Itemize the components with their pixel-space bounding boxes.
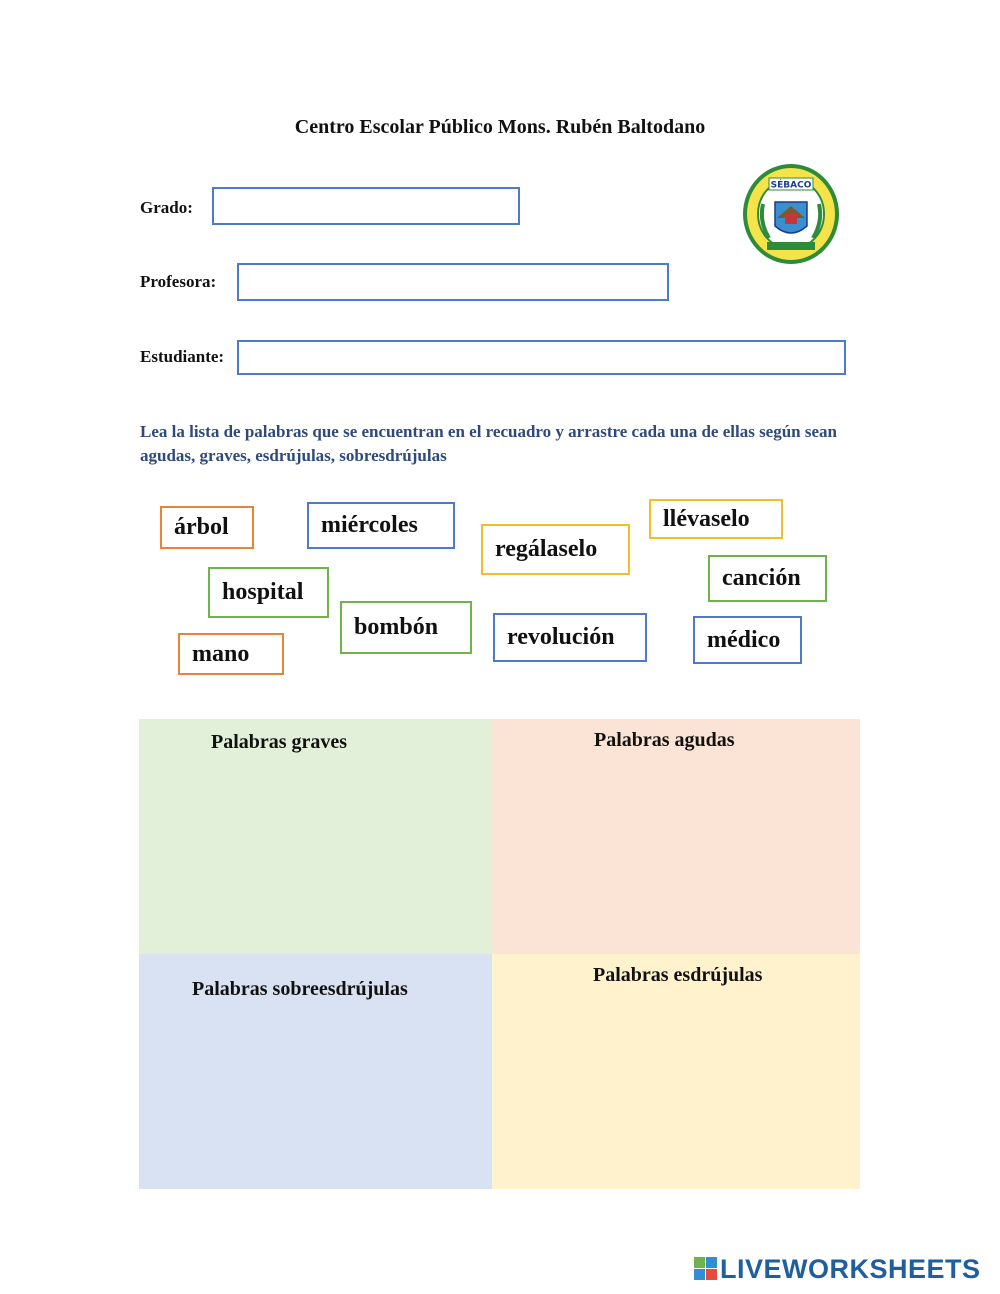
dropzone-graves[interactable] xyxy=(139,719,492,954)
zone-title-esdrujulas: Palabras esdrújulas xyxy=(593,964,763,986)
word-cancion[interactable]: canción xyxy=(708,555,827,602)
brand-name: LIVEWORKSHEETS xyxy=(720,1253,981,1284)
word-hospital[interactable]: hospital xyxy=(208,567,329,618)
zone-title-graves: Palabras graves xyxy=(211,731,348,753)
dropzone-esdrujulas[interactable] xyxy=(492,954,860,1189)
dropzone-agudas[interactable] xyxy=(492,719,860,954)
seal-center-text: SÉBACO xyxy=(770,180,812,191)
zone-title-sobreesdrujulas: Palabras sobreesdrújulas xyxy=(192,978,408,1000)
grado-field[interactable] xyxy=(212,187,520,225)
estudiante-field[interactable] xyxy=(237,340,846,375)
word-regalaselo[interactable]: regálaselo xyxy=(481,524,630,575)
dropzone-sobreesdrujulas[interactable] xyxy=(139,954,492,1189)
school-seal-logo xyxy=(741,162,841,266)
liveworksheets-icon xyxy=(694,1257,718,1281)
zone-title-agudas: Palabras agudas xyxy=(594,729,735,751)
profesora-label: Profesora: xyxy=(140,272,217,291)
word-miercoles[interactable]: miércoles xyxy=(307,502,455,549)
word-medico[interactable]: médico xyxy=(693,616,802,664)
page-title: Centro Escolar Público Mons. Rubén Baltodano xyxy=(294,116,706,138)
grado-label: Grado: xyxy=(140,198,193,217)
word-revolucion[interactable]: revolución xyxy=(493,613,647,662)
profesora-field[interactable] xyxy=(237,263,669,301)
instructions-text: Lea la lista de palabras que se encuentran en el recuadro y arrastre cada una de ellas según sean agudas, graves, esdrújulas, sobresdrújulas xyxy=(140,422,837,465)
estudiante-label: Estudiante: xyxy=(140,347,225,366)
word-mano[interactable]: mano xyxy=(178,633,284,675)
word-llevaselo[interactable]: llévaselo xyxy=(649,499,783,539)
word-bombon[interactable]: bombón xyxy=(340,601,472,654)
liveworksheets-logo xyxy=(694,1255,981,1283)
word-arbol[interactable]: árbol xyxy=(160,506,254,549)
